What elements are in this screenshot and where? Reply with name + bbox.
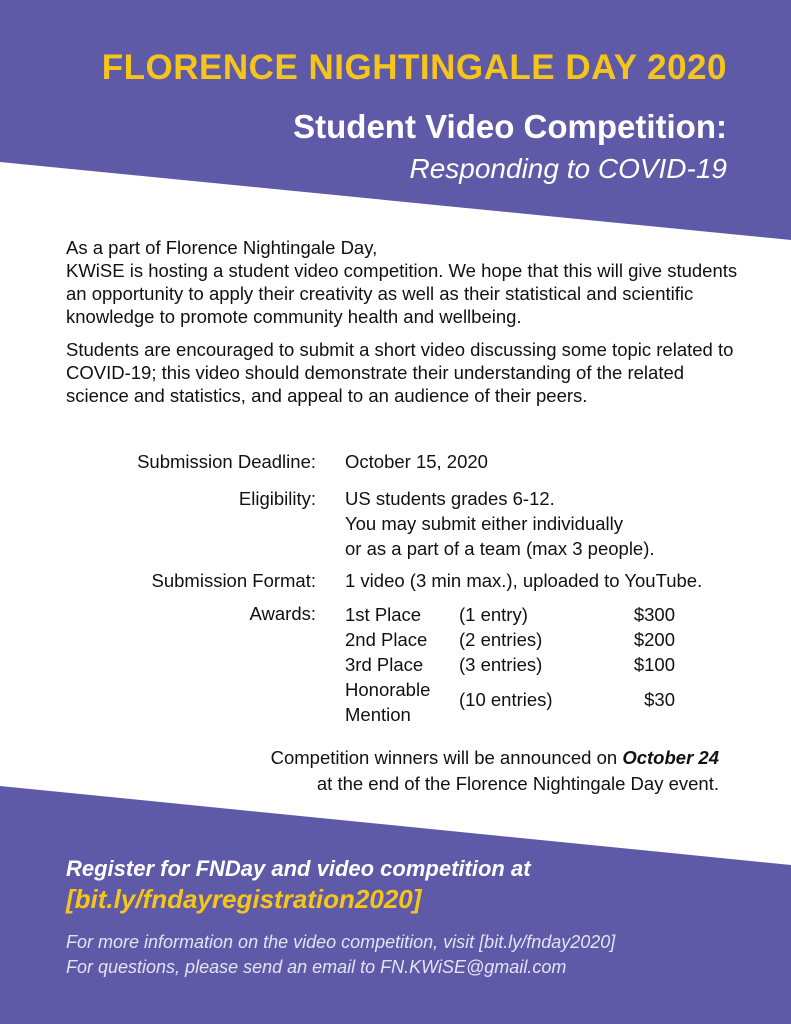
award-amount: $200 bbox=[633, 629, 675, 650]
intro-paragraph-1 bbox=[66, 236, 746, 328]
award-entries: (3 entries) bbox=[459, 654, 543, 675]
winners-announcement bbox=[271, 745, 719, 797]
eligibility-line-3: or as a part of a team (max 3 people). bbox=[345, 538, 655, 559]
deadline-value: October 15, 2020 bbox=[345, 451, 488, 472]
info-line-2: For questions, please send an email to FN.KWiSE@gmail.com bbox=[66, 957, 567, 977]
award-amount: $30 bbox=[644, 689, 675, 710]
award-amount: $300 bbox=[633, 604, 675, 625]
announcement-text: Competition winners will be announced on bbox=[270, 747, 623, 768]
award-place-line-2: Mention bbox=[345, 704, 411, 725]
award-place: 3rd Place bbox=[345, 654, 424, 675]
intro-rest: KWiSE is hosting a student video competition. We hope that this will give students an opportunity to apply their creativity as well as their statistical and scientific knowledge to promote community health and wellbeing. bbox=[66, 260, 738, 327]
award-amount: $100 bbox=[633, 654, 675, 675]
awards-label: Awards: bbox=[249, 603, 316, 624]
competition-subtitle: Responding to COVID-19 bbox=[409, 153, 727, 184]
award-place-line-1: Honorable bbox=[345, 679, 431, 700]
intro-paragraph-2: Students are encouraged to submit a short video discussing some topic related to COVID-19; this video should demonstrate their understanding of the related science and statistics, and appeal to an audience of their peers. bbox=[66, 339, 734, 406]
event-title: FLORENCE NIGHTINGALE DAY 2020 bbox=[101, 48, 727, 87]
competition-title: Student Video Competition: bbox=[293, 108, 727, 145]
award-entries: (10 entries) bbox=[459, 689, 553, 710]
intro-text bbox=[66, 236, 746, 417]
award-place: 1st Place bbox=[345, 604, 422, 625]
register-text: Register for FNDay and video competition at bbox=[66, 856, 531, 881]
award-place: 2nd Place bbox=[345, 629, 428, 650]
deadline-label: Submission Deadline: bbox=[137, 451, 316, 472]
format-label: Submission Format: bbox=[151, 570, 316, 591]
award-entries: (2 entries) bbox=[459, 629, 543, 650]
intro-line-1: As a part of Florence Nightingale Day, bbox=[66, 237, 378, 258]
footer-info bbox=[66, 930, 615, 980]
info-line-1: For more information on the video competition, visit [bit.ly/fnday2020] bbox=[66, 932, 616, 952]
announcement-date: October 24 bbox=[622, 747, 719, 768]
register-link[interactable]: [bit.ly/fndayregistration2020] bbox=[66, 884, 422, 914]
format-value: 1 video (3 min max.), uploaded to YouTube. bbox=[345, 570, 703, 591]
announcement-line-2: at the end of the Florence Nightingale Day event. bbox=[316, 773, 719, 794]
eligibility-line-2: You may submit either individually bbox=[345, 513, 623, 534]
eligibility-line-1: US students grades 6-12. bbox=[345, 488, 555, 509]
eligibility-label: Eligibility: bbox=[238, 488, 316, 509]
award-entries: (1 entry) bbox=[459, 604, 528, 625]
